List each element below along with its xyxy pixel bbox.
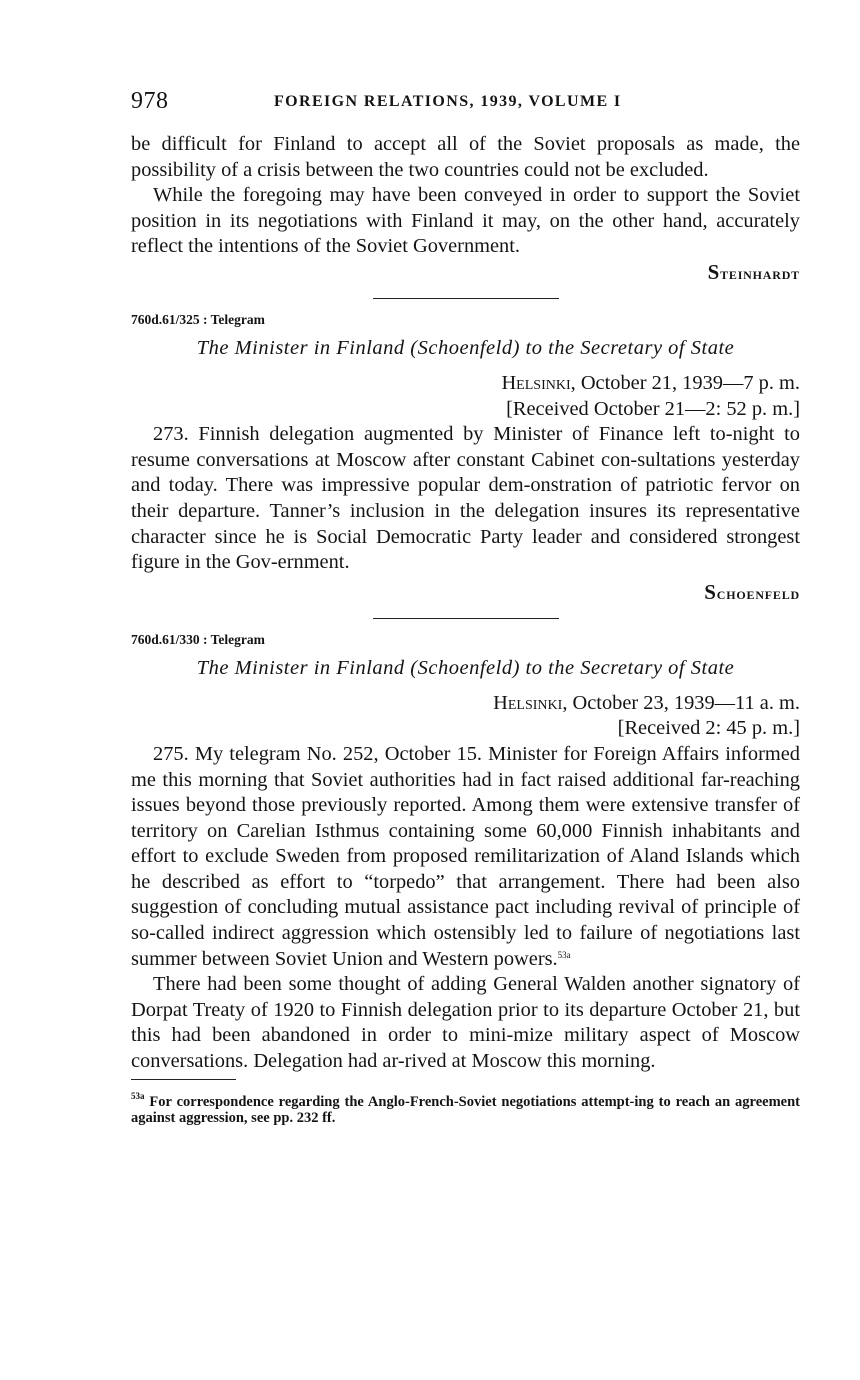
received-line: [Received October 21—2: 52 p. m.] bbox=[506, 397, 800, 420]
document-title: The Minister in Finland (Schoenfeld) to the Secretary of State bbox=[196, 336, 735, 359]
telegram-body: 273. Finnish delegation augmented by Minister of Finance left to-night to resume conversations at Moscow after constant Cabinet con-sultations yesterday and today. There was impressive popular dem-onstration of patriotic fervor on their departure. Tanner’s inclusion in the delegation insures its representative character since he is Social Democratic Party leader and considered strongest figure in the Gov-ernment. bbox=[131, 423, 800, 574]
dateline-date: October 21, 1939—7 p. m. bbox=[580, 371, 800, 394]
footnote-reference: 53a bbox=[557, 949, 571, 960]
dateline-date: October 23, 1939—11 a. m. bbox=[572, 691, 800, 714]
received-line: [Received 2: 45 p. m.] bbox=[617, 717, 800, 740]
telegram-body: There had been some thought of adding General Walden another signatory of Dorpat Treaty of 1920 to Finnish delegation prior to its departure October 21, but this had been abandoned in order to mini-mize military aspect of Moscow conversations. Delegation had ar-rived at Moscow this morning. bbox=[131, 973, 800, 1073]
paragraph: While the foregoing may have been conveyed in order to support the Soviet position in its negotiations with Finland it may, on the other hand, accurately reflect the intentions of the Soviet Government. bbox=[131, 184, 800, 258]
page-number: 978 bbox=[131, 88, 169, 114]
footnote-marker: 53a bbox=[131, 1090, 145, 1101]
file-reference: 760d.61/325 : Telegram bbox=[131, 311, 265, 327]
file-reference: 760d.61/330 : Telegram bbox=[131, 631, 265, 647]
footnote bbox=[131, 1090, 800, 1126]
dateline-place: Helsinki, bbox=[493, 691, 568, 714]
running-head bbox=[131, 88, 800, 124]
document-title: The Minister in Finland (Schoenfeld) to the Secretary of State bbox=[196, 656, 735, 679]
footnote-text: For correspondence regarding the Anglo-French-Soviet negotiations attempt-ing to reach an agreement against aggression, see pp. 232 ff. bbox=[131, 1093, 800, 1126]
section-divider bbox=[373, 618, 559, 619]
telegram-body bbox=[131, 742, 800, 972]
page-content bbox=[131, 88, 800, 1126]
dateline-place: Helsinki, bbox=[501, 371, 576, 394]
signature-steinhardt: Steinhardt bbox=[707, 259, 800, 284]
section-divider bbox=[373, 298, 559, 299]
footnote-divider bbox=[131, 1079, 236, 1080]
running-title: FOREIGN RELATIONS, 1939, VOLUME I bbox=[274, 93, 622, 110]
signature-schoenfeld: Schoenfeld bbox=[704, 579, 800, 604]
telegram-body-text: 275. My telegram No. 252, October 15. Minister for Foreign Affairs informed me this morning that Soviet authorities had in fact raised additional far-reaching issues beyond those previously reported. Among them were extensive transfer of territory on Carelian Isthmus containing some 60,000 Finnish inhabitants and effort to exclude Sweden from proposed remilitarization of Aland Islands which he described as effort to “torpedo” that arrangement. There had been also suggestion of concluding mutual assistance pact including revival of principle of so-called indirect aggression which ostensibly led to failure of negotiations last summer between Soviet Union and Western powers. bbox=[131, 742, 800, 970]
continued-paragraph: be difficult for Finland to accept all of the Soviet proposals as made, the possibility of a crisis between the two countries could not be excluded. bbox=[131, 133, 800, 181]
dateline bbox=[131, 371, 800, 397]
dateline bbox=[131, 691, 800, 717]
